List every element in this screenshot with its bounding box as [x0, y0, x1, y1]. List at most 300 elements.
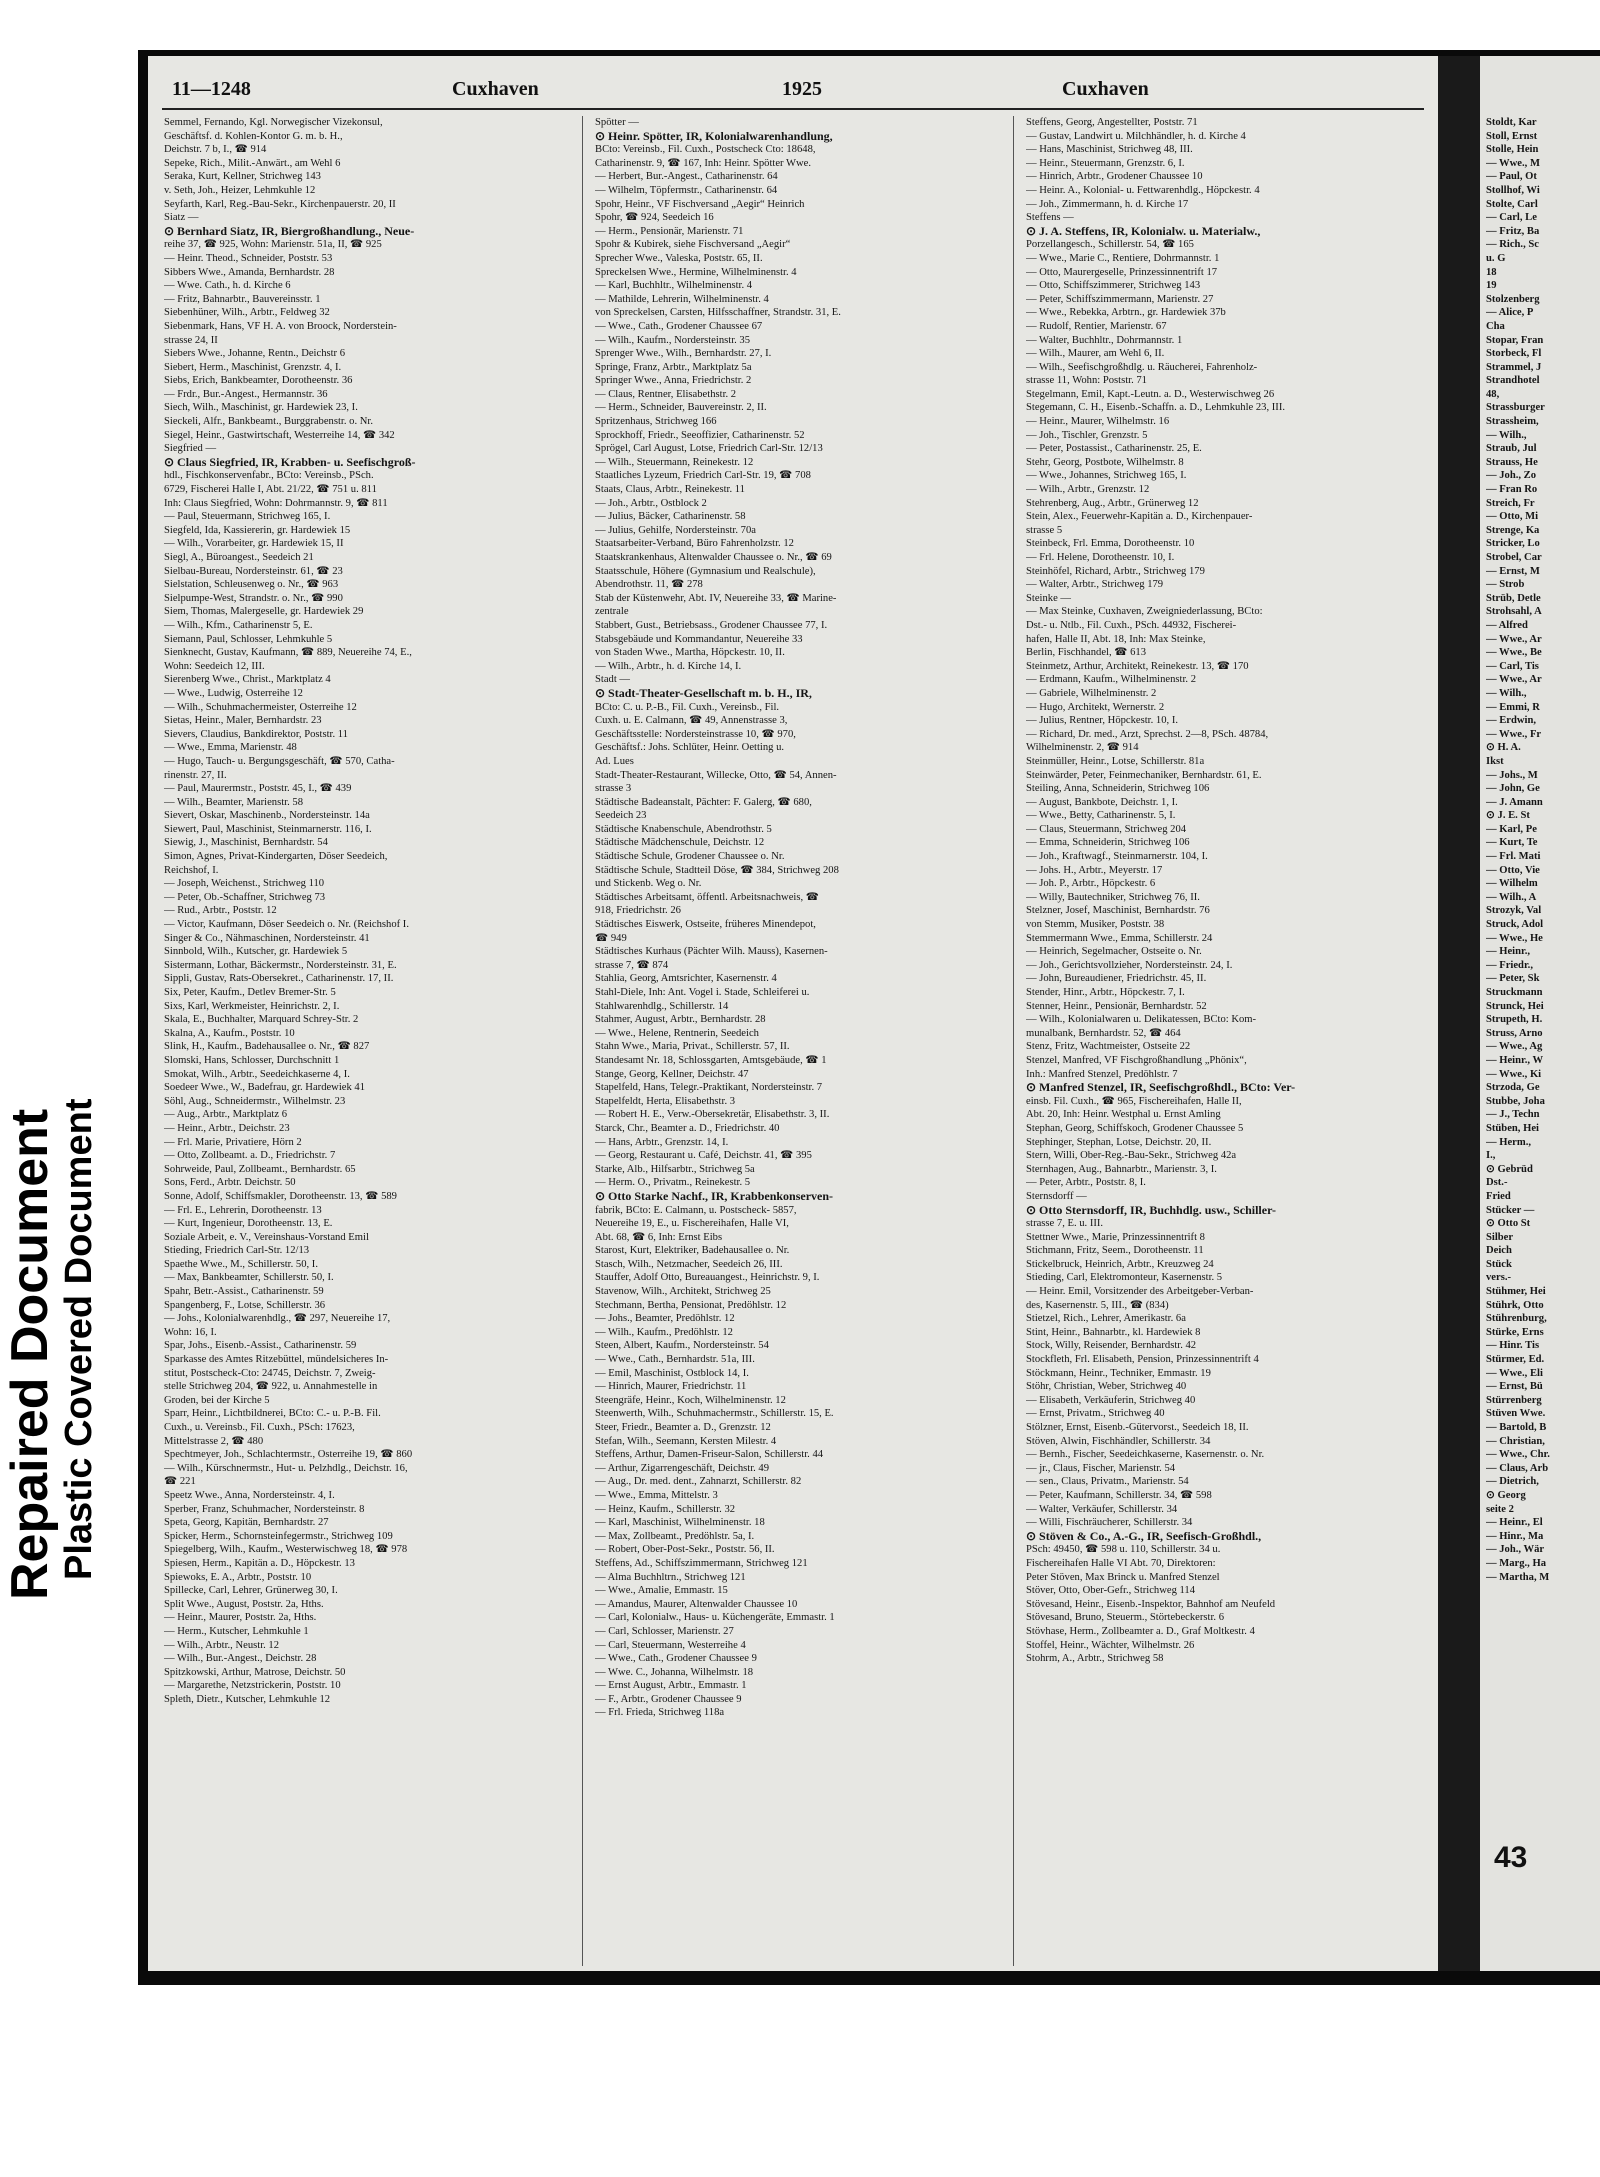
directory-entry: — August, Bankbote, Deichstr. 1, I. [1026, 796, 1178, 808]
directory-entry: Siem, Thomas, Malergeselle, gr. Hardewiek 29 [164, 606, 364, 618]
directory-entry: Steenwerth, Wilh., Schuhmachermstr., Schillerstr. 15, E. [595, 1408, 834, 1420]
directory-entry: Stegelmann, Emil, Kapt.-Leutn. a. D., Westerwischweg 26 [1026, 388, 1275, 400]
directory-entry: strasse 5 [1026, 524, 1063, 536]
directory-entry: — Joh., Arbtr., Ostblock 2 [595, 497, 707, 509]
adjacent-entry-fragment: Stührk, Otto [1486, 1299, 1544, 1311]
directory-entry: Sprockhoff, Friedr., Seeoffizier, Catharinenstr. 52 [595, 429, 805, 441]
directory-entry: Sieckeli, Alfr., Bankbeamt., Burggrabenstr. o. Nr. [164, 416, 373, 428]
directory-entry: von Spreckelsen, Carsten, Hilfsschaffner, Strandstr. 31, E. [595, 307, 841, 319]
directory-entry: Stietzel, Rich., Lehrer, Amerikastr. 6a [1026, 1313, 1186, 1325]
adjacent-entry-fragment: Streich, Fr [1486, 497, 1535, 509]
adjacent-entry-fragment: Silber [1486, 1231, 1514, 1243]
adjacent-entry-fragment: Stubbe, Joha [1486, 1095, 1545, 1107]
directory-entry: Stapelfeldt, Herta, Elisabethstr. 3 [595, 1095, 736, 1107]
directory-entry: Spohr, ☎ 924, Seedeich 16 [595, 212, 714, 224]
directory-entry: Steiling, Anna, Schneiderin, Strichweg 106 [1026, 783, 1210, 795]
directory-entry: Peter Stöven, Max Brinck u. Manfred Stenzel [1026, 1571, 1220, 1583]
directory-entry: — Hinrich, Arbtr., Grodener Chaussee 10 [1026, 171, 1203, 183]
adjacent-entry-fragment: — Claus, Arb [1486, 1462, 1549, 1474]
directory-entry: — Wwe., Betty, Catharinenstr. 5, I. [1026, 810, 1176, 822]
directory-entry: Speetz Wwe., Anna, Nordersteinstr. 4, I. [164, 1489, 335, 1501]
directory-entry: — Bernh., Fischer, Seedeichkaserne, Kasernenstr. o. Nr. [1026, 1449, 1265, 1461]
directory-entry: PSch: 49450, ☎ 598 u. 110, Schillerstr. 34 u. [1026, 1544, 1221, 1556]
directory-entry: Stegemann, C. H., Eisenb.-Schaffn. a. D., Lehmkuhle 23, III. [1026, 402, 1285, 414]
adjacent-entry-fragment: Struck, Adol [1486, 919, 1544, 931]
directory-entry: — Victor, Kaufmann, Döser Seedeich o. Nr. (Reichshof I. [164, 919, 409, 931]
directory-entry: — Wwe., Cath., Grodener Chaussee 9 [595, 1653, 757, 1665]
directory-entry: Spiesen, Herm., Kapitän a. D., Höpckestr. 13 [164, 1557, 355, 1569]
directory-entry: — Joseph, Weichenst., Strichweg 110 [164, 878, 325, 890]
directory-entry: von Staden Wwe., Martha, Höpckestr. 10, II. [595, 647, 785, 659]
directory-entry: Wohn: Seedeich 12, III. [164, 660, 265, 672]
directory-entry: Spahr, Betr.-Assist., Catharinenstr. 59 [164, 1286, 324, 1298]
directory-entry: Sielpumpe-West, Strandstr. o. Nr., ☎ 990 [164, 592, 343, 604]
directory-entry: — John, Bureaudiener, Friedrichstr. 45, II. [1026, 973, 1207, 985]
directory-entry: Sielbau-Bureau, Nordersteinstr. 61, ☎ 23 [164, 565, 343, 577]
directory-entry: — Alma Buchhltrn., Strichweg 121 [595, 1571, 746, 1583]
directory-entry: Sparkasse des Amtes Ritzebüttel, mündelsicheres In- [164, 1354, 389, 1366]
city-title-right: Cuxhaven [1062, 78, 1149, 100]
directory-entry: Stövhase, Herm., Zollbeamter a. D., Graf Moltkestr. 4 [1026, 1625, 1255, 1637]
directory-entry: Staatskrankenhaus, Altenwalder Chaussee o. Nr., ☎ 69 [595, 552, 832, 563]
adjacent-entry-fragment: Strandhotel [1486, 375, 1540, 387]
directory-entry: — Wwe., Emma, Mittelstr. 3 [595, 1489, 718, 1501]
directory-entry: Stölzner, Ernst, Eisenb.-Gütervorst., Seedeich 18, II. [1026, 1422, 1249, 1433]
directory-entry: Reichshof, I. [164, 864, 219, 876]
directory-entry: — Otto, Zollbeamt. a. D., Friedrichstr. 7 [164, 1150, 336, 1162]
directory-entry: — Wilh., Kolonialwaren u. Delikatessen, BCto: Kom- [1026, 1014, 1257, 1026]
directory-entry: — Wilh., Arbtr., h. d. Kirche 14, I. [595, 660, 742, 672]
directory-entry: Stechmann, Bertha, Pensionat, Predöhlstr. 12 [595, 1299, 787, 1311]
directory-entry: — Wwe., Cath., Grodener Chaussee 67 [595, 320, 763, 332]
adjacent-entry-fragment: Stühmer, Hei [1486, 1286, 1546, 1298]
directory-entry: — Heinr., Steuermann, Grenzstr. 6, I. [1026, 157, 1185, 169]
directory-entry: Geschäftsf.: Johs. Schlüter, Heinr. Oetting u. [595, 742, 785, 754]
directory-entry: — Joh., Tischler, Grenzstr. 5 [1026, 429, 1148, 441]
directory-entry: Stoffel, Heinr., Wächter, Wilhelmstr. 26 [1026, 1639, 1195, 1651]
directory-entry: — sen., Claus, Privatm., Marienstr. 54 [1026, 1476, 1189, 1488]
directory-column-1 [164, 116, 564, 1961]
directory-entry: Sonne, Adolf, Schiffsmakler, Dorotheenstr. 13, ☎ 589 [164, 1190, 397, 1202]
directory-entry: Sprenger Wwe., Wilh., Bernhardstr. 27, I. [595, 348, 772, 360]
directory-entry: — Wilh., Bur.-Angest., Deichstr. 28 [164, 1653, 317, 1665]
directory-entry: Stahn Wwe., Maria, Privat., Schillerstr. 57, II. [595, 1041, 790, 1053]
adjacent-entry-fragment: — Paul, Ot [1486, 171, 1537, 183]
directory-entry: — Frl. Marie, Privatiere, Hörn 2 [164, 1136, 302, 1148]
adjacent-entry-fragment: Storbeck, Fl [1486, 348, 1542, 360]
adjacent-entry-fragment: Stüven Wwe. [1486, 1408, 1546, 1420]
directory-entry: Sperber, Franz, Schuhmacher, Nordersteinstr. 8 [164, 1503, 365, 1515]
directory-entry: — Wilhelm, Töpfermstr., Catharinenstr. 64 [595, 184, 778, 196]
directory-entry: — Walter, Arbtr., Strichweg 179 [1026, 579, 1164, 591]
directory-entry: Sistermann, Lothar, Bäckermstr., Nordersteinstr. 31, E. [164, 959, 397, 971]
directory-entry: strasse 7, E. u. III. [1026, 1218, 1104, 1230]
directory-entry: ⊙ Stadt-Theater-Gesellschaft m. b. H., IR, [595, 686, 812, 700]
directory-entry: Spleth, Dietr., Kutscher, Lehmkuhle 12 [164, 1693, 331, 1705]
directory-entry: — Wwe., Marie C., Rentiere, Dohrmannstr. 1 [1026, 252, 1220, 264]
directory-entry: Spiegelberg, Wilh., Kaufm., Westerwischweg 18, ☎ 978 [164, 1544, 408, 1556]
directory-entry: ⊙ Bernhard Siatz, IR, Biergroßhandlung., Neue- [164, 224, 415, 238]
directory-entry: — Emil, Maschinist, Ostblock 14, I. [595, 1367, 749, 1379]
directory-entry: — Heinr. Theod., Schneider, Poststr. 53 [164, 252, 333, 264]
directory-entry: Spohr & Kubirek, siehe Fischversand „Aegir“ [595, 239, 791, 251]
adjacent-entry-fragment: — J., Techn [1486, 1109, 1540, 1121]
directory-entry: Deichstr. 7 b, I., ☎ 914 [164, 144, 267, 156]
directory-entry: Soziale Arbeit, e. V., Vereinshaus-Vorstand Emil [164, 1231, 369, 1243]
directory-entry: Siebenmark, Hans, VF H. A. von Broock, Norderstein- [164, 320, 397, 332]
directory-entry: Stint, Heinr., Bahnarbtr., kl. Hardewiek 8 [1026, 1326, 1201, 1338]
adjacent-entry-fragment: — Ernst, M [1486, 565, 1540, 577]
directory-entry: Städtisches Arbeitsamt, öffentl. Arbeitsnachweis, ☎ [595, 891, 819, 903]
directory-entry: — Claus, Steuermann, Strichweg 204 [1026, 823, 1187, 835]
directory-entry: Städtische Schule, Grodener Chaussee o. Nr. [595, 851, 785, 863]
directory-entry: — Wilh., Kaufm., Nordersteinstr. 35 [595, 334, 751, 346]
directory-column-3 [1026, 116, 1426, 1961]
directory-entry: Springe, Franz, Arbtr., Marktplatz 5a [595, 361, 752, 373]
directory-entry: Steffens — [1026, 212, 1074, 224]
directory-entry: — Julius, Gehilfe, Nordersteinstr. 70a [595, 524, 756, 536]
adjacent-entry-fragment: I., [1486, 1150, 1496, 1162]
directory-entry: Stöckmann, Heinr., Techniker, Emmastr. 19 [1026, 1367, 1211, 1379]
directory-entry: Starke, Alb., Hilfsarbtr., Strichweg 5a [595, 1163, 755, 1175]
directory-entry: Siegl, A., Büroangest., Seedeich 21 [164, 552, 314, 563]
header-rule [162, 108, 1424, 110]
directory-entry: rinenstr. 27, II. [164, 769, 227, 781]
directory-entry: v. Seth, Joh., Heizer, Lehmkuhle 12 [164, 184, 316, 196]
directory-entry: strasse 24, II [164, 334, 218, 346]
adjacent-entry-fragment: — Ernst, Bü [1486, 1381, 1543, 1393]
directory-entry: Städtisches Eiswerk, Ostseite, früheres Minendepot, [595, 919, 816, 931]
adjacent-entry-fragment: Stopar, Fran [1486, 334, 1544, 346]
adjacent-entry-fragment: Strohsahl, A [1486, 606, 1542, 618]
directory-entry: Spar, Johs., Eisenb.-Assist., Catharinenstr. 59 [164, 1340, 357, 1352]
directory-entry: Sixs, Karl, Werkmeister, Heinrichstr. 2, I. [164, 1000, 340, 1012]
directory-entry: — Heinz, Kaufm., Schillerstr. 32 [595, 1503, 736, 1515]
directory-entry: — Joh., Gerichtsvollzieher, Nordersteinstr. 24, I. [1026, 959, 1233, 971]
directory-entry: — Joh., Zimmermann, h. d. Kirche 17 [1026, 198, 1189, 210]
directory-entry: — Heinr., Maurer, Poststr. 2a, Hths. [164, 1612, 317, 1624]
adjacent-entry-fragment: — Rich., Sc [1486, 239, 1539, 251]
directory-entry: Sternhagen, Aug., Bahnarbtr., Marienstr. 3, I. [1026, 1163, 1217, 1175]
adjacent-entry-fragment: — Otto, Mi [1486, 511, 1539, 523]
plastic-covered-label: Plastic Covered Document [58, 1098, 100, 1580]
directory-entry: — Claus, Rentner, Elisabethstr. 2 [595, 388, 737, 400]
directory-entry: Stenz, Fritz, Wachtmeister, Ostseite 22 [1026, 1041, 1191, 1053]
directory-entry: Stöhr, Christian, Weber, Strichweg 40 [1026, 1381, 1187, 1393]
adjacent-entry-fragment: — Strob [1486, 579, 1525, 591]
directory-entry: Sielstation, Schleusenweg o. Nr., ☎ 963 [164, 579, 339, 591]
directory-entry: — Carl, Schlosser, Marienstr. 27 [595, 1625, 734, 1637]
directory-entry: — Wilh., Seefischgroßhdlg. u. Räucherei, Fahrenholz- [1026, 361, 1258, 373]
adjacent-entry-fragment: Strobel, Car [1486, 552, 1542, 563]
directory-entry: — Otto, Schiffszimmerer, Strichweg 143 [1026, 280, 1201, 292]
directory-entry: 918, Friedrichstr. 26 [595, 905, 681, 917]
adjacent-entry-fragment: — Marg., Ha [1486, 1557, 1547, 1569]
directory-entry: Stickelbruck, Heinrich, Arbtr., Kreuzweg 24 [1026, 1258, 1214, 1270]
adjacent-entry-fragment: Strassheim, [1486, 416, 1539, 428]
directory-entry: Stock, Willy, Reisender, Bernhardstr. 42 [1026, 1340, 1197, 1352]
page-header [162, 78, 1422, 106]
directory-entry: — Wilh., Kürschnermstr., Hut- u. Pelzhdlg., Deichstr. 16, [164, 1462, 408, 1474]
directory-entry: Stender, Hinr., Arbtr., Höpckestr. 7, I. [1026, 987, 1185, 998]
directory-entry: — Frl. Helene, Dorotheenstr. 10, I. [1026, 552, 1175, 563]
directory-entry: Staatsschule, Höhere (Gymnasium und Realschule), [595, 565, 816, 577]
directory-entry: Stab der Küstenwehr, Abt. IV, Neuereihe 33, ☎ Marine- [595, 592, 837, 604]
directory-entry: strasse 7, ☎ 874 [595, 959, 669, 971]
directory-entry: — Peter, Schiffszimmermann, Marienstr. 27 [1026, 293, 1214, 305]
directory-entry: hdl., Fischkonservenfabr., BCto: Vereinsb., PSch. [164, 470, 374, 482]
directory-entry: Steengräfe, Heinr., Koch, Wilhelminenstr. 12 [595, 1394, 786, 1406]
directory-entry: — Herm. O., Privatm., Reinekestr. 5 [595, 1177, 751, 1189]
adjacent-entry-fragment: — Karl, Pe [1486, 823, 1537, 835]
adjacent-entry-fragment: Strammel, J [1486, 361, 1542, 373]
directory-entry: — Hinrich, Maurer, Friedrichstr. 11 [595, 1381, 747, 1393]
directory-entry: Spritzenhaus, Strichweg 166 [595, 416, 717, 428]
directory-entry: Stövesand, Heinr., Eisenb.-Inspektor, Bahnhof am Neufeld [1026, 1598, 1276, 1610]
directory-entry: BCto: C. u. P.-B., Fil. Cuxh., Vereinsb., Fil. [595, 701, 780, 713]
directory-entry: hafen, Halle II, Abt. 18, Inh: Max Steinke, [1026, 633, 1206, 645]
directory-entry: Semmel, Fernando, Kgl. Norwegischer Vizekonsul, [164, 117, 383, 128]
adjacent-entry-fragment: ⊙ Gebrüd [1486, 1163, 1533, 1175]
adjacent-entry-fragment: — Christian, [1486, 1435, 1545, 1447]
directory-entry: strasse 11, Wohn: Poststr. 71 [1026, 375, 1147, 387]
directory-entry: Stahl-Diele, Inh: Ant. Vogel i. Stade, Schleiferei u. [595, 987, 810, 998]
directory-entry: fabrik, BCto: E. Calmann, u. Postscheck- 5857, [595, 1204, 797, 1216]
adjacent-entry-fragment: — Martha, M [1486, 1571, 1550, 1583]
directory-entry: — Herm., Pensionär, Marienstr. 71 [595, 225, 744, 237]
directory-entry: — Margarethe, Netzstrickerin, Poststr. 10 [164, 1680, 341, 1692]
directory-entry: — Wilh., Steuermann, Reinekestr. 12 [595, 456, 754, 468]
adjacent-entry-fragment: — Wwe., Eli [1486, 1367, 1543, 1379]
directory-entry: Stohrm, A., Arbtr., Strichweg 58 [1026, 1653, 1164, 1665]
directory-entry: — Hugo, Tauch- u. Bergungsgeschäft, ☎ 570, Catha- [164, 755, 395, 767]
directory-entry: Singer & Co., Nähmaschinen, Nordersteinstr. 41 [164, 932, 370, 944]
adjacent-entry-fragment: — Herm., [1486, 1136, 1532, 1148]
directory-entry: Stabsgebäude und Kommandantur, Neuereihe 33 [595, 633, 803, 645]
directory-entry: Stenner, Heinr., Pensionär, Bernhardstr. 52 [1026, 1000, 1207, 1012]
directory-entry: Stieding, Carl, Elektromonteur, Kasernenstr. 5 [1026, 1272, 1223, 1284]
directory-entry: Berlin, Fischhandel, ☎ 613 [1026, 647, 1147, 659]
directory-entry: Split Wwe., August, Poststr. 2a, Hths. [164, 1598, 324, 1610]
directory-entry: Spechtmeyer, Joh., Schlachtermstr., Osterreihe 19, ☎ 860 [164, 1449, 413, 1461]
directory-entry: — Wilh., Vorarbeiter, gr. Hardewiek 15, II [164, 538, 344, 550]
adjacent-entry-fragment: Stoll, Ernst [1486, 130, 1538, 142]
directory-entry: Springer Wwe., Anna, Friedrichstr. 2 [595, 375, 752, 387]
adjacent-entry-fragment: Cha [1486, 320, 1505, 332]
directory-entry: Sinnbold, Wilh., Kutscher, gr. Hardewiek 5 [164, 946, 348, 958]
directory-entry: — Max, Zollbeamt., Predöhlstr. 5a, I. [595, 1530, 755, 1542]
directory-entry: Steffens, Arthur, Damen-Friseur-Salon, Schillerstr. 44 [595, 1449, 824, 1461]
directory-entry: Stern, Willi, Ober-Reg.-Bau-Sekr., Strichweg 42a [1026, 1150, 1237, 1162]
directory-entry: — jr., Claus, Fischer, Marienstr. 54 [1026, 1462, 1176, 1474]
directory-entry: — Wilh., Arbtr., Neustr. 12 [164, 1639, 280, 1651]
directory-entry: — Wwe., Cath., Bernhardstr. 51a, III. [595, 1354, 755, 1366]
adjacent-entry-fragment: Strunck, Hei [1486, 1000, 1544, 1012]
directory-entry: — Julius, Bäcker, Catharinenstr. 58 [595, 511, 746, 523]
adjacent-entry-fragment: — Wilhelm [1486, 878, 1538, 890]
adjacent-entry-fragment: Straub, Jul [1486, 443, 1537, 455]
directory-entry: — Johs., Beamter, Predöhlstr. 12 [595, 1313, 735, 1325]
directory-entry: Speta, Georg, Kapitän, Bernhardstr. 27 [164, 1517, 329, 1529]
directory-entry: Sepeke, Rich., Milit.-Anwärt., am Wehl 6 [164, 157, 341, 169]
directory-entry: ⊙ J. A. Steffens, IR, Kolonialw. u. Materialw., [1026, 224, 1261, 238]
directory-entry: — Joh., Kraftwagf., Steinmarnerstr. 104, I. [1026, 851, 1208, 863]
directory-entry: — Wilh., Kfm., Catharinenstr 5, E. [164, 619, 313, 631]
adjacent-entry-fragment: Deich [1486, 1245, 1512, 1257]
directory-entry: Sienknecht, Gustav, Kaufmann, ☎ 889, Neuereihe 74, E., [164, 647, 412, 659]
adjacent-entry-fragment: — Heinr., El [1486, 1517, 1543, 1529]
city-title-left: Cuxhaven [452, 78, 539, 100]
directory-entry: Spicker, Herm., Schornsteinfegermstr., Strichweg 109 [164, 1530, 393, 1542]
adjacent-entry-fragment: Stolzenberg [1486, 293, 1540, 305]
adjacent-entry-fragment: Strupeth, H. [1486, 1014, 1543, 1026]
column-divider [582, 116, 583, 1966]
adjacent-entry-fragment: Strüb, Detle [1486, 592, 1541, 604]
directory-entry: Siech, Wilh., Maschinist, gr. Hardewiek 23, I. [164, 402, 358, 414]
directory-entry: ⊙ Stöven & Co., A.-G., IR, Seefisch-Großhdl., [1026, 1529, 1262, 1543]
directory-entry: Geschäftsf. d. Kohlen-Kontor G. m. b. H., [164, 130, 343, 142]
directory-entry: Sohrweide, Paul, Zollbeamt., Bernhardstr. 65 [164, 1163, 356, 1175]
directory-entry: Siebert, Herm., Maschinist, Grenzstr. 4, I. [164, 361, 342, 373]
directory-entry: Stöven, Alwin, Fischhändler, Schillerstr. 34 [1026, 1435, 1211, 1447]
directory-entry: Stefan, Wilh., Seemann, Kersten Milestr. 4 [595, 1435, 777, 1447]
directory-entry: — Willi, Fischräucherer, Schillerstr. 34 [1026, 1517, 1193, 1529]
directory-entry: — Ernst August, Arbtr., Emmastr. 1 [595, 1680, 747, 1692]
directory-entry: — Wilh., Maurer, am Wehl 6, II. [1026, 348, 1165, 360]
directory-entry: — Richard, Dr. med., Arzt, Sprechst. 2—8, PSch. 48784, [1026, 728, 1269, 740]
directory-entry: — Paul, Maurermstr., Poststr. 45, I., ☎ 439 [164, 783, 352, 795]
directory-entry: — Karl, Maschinist, Wilhelminenstr. 18 [595, 1517, 765, 1529]
directory-entry: — Wwe. C., Johanna, Wilhelmstr. 18 [595, 1666, 754, 1678]
adjacent-entry-fragment: — Carl, Le [1486, 212, 1537, 224]
directory-entry: — Walter, Buchhltr., Dohrmannstr. 1 [1026, 334, 1183, 346]
directory-entry: Stapelfeld, Hans, Telegr.-Praktikant, Nordersteinstr. 7 [595, 1082, 823, 1094]
directory-entry: Starck, Chr., Beamter a. D., Friedrichstr. 40 [595, 1122, 780, 1134]
directory-entry: ☎ 221 [164, 1476, 196, 1488]
adjacent-entry-fragment: — Kurt, Te [1486, 837, 1538, 849]
adjacent-entry-fragment: ⊙ H. A. [1486, 742, 1521, 754]
adjacent-entry-fragment: — Carl, Tis [1486, 660, 1539, 672]
adjacent-entry-fragment: Strauss, He [1486, 456, 1538, 468]
document-side-label [0, 0, 130, 2177]
directory-entry: — Heinr., Maurer, Wilhelmstr. 16 [1026, 416, 1170, 428]
directory-entry: Siegel, Heinr., Gastwirtschaft, Westerreihe 14, ☎ 342 [164, 429, 395, 441]
directory-entry: Siebers Wwe., Johanne, Rentn., Deichstr 6 [164, 348, 346, 360]
adjacent-entry-fragment: vers.- [1486, 1272, 1511, 1284]
adjacent-entry-fragment: Stüben, Hei [1486, 1122, 1539, 1134]
adjacent-entry-fragment: ⊙ Georg [1486, 1489, 1526, 1501]
adjacent-entry-fragment: Stoldt, Kar [1486, 117, 1537, 128]
adjacent-entry-fragment: — Wwe., Chr. [1486, 1449, 1550, 1461]
adjacent-entry-fragment: — Joh., Wär [1486, 1544, 1545, 1556]
directory-entry: Neuereihe 19, E., u. Fischereihafen, Halle VI, [595, 1218, 789, 1230]
directory-entry: Siemann, Paul, Schlosser, Lehmkuhle 5 [164, 633, 333, 645]
directory-entry: Steer, Friedr., Beamter a. D., Grenzstr. 12 [595, 1422, 771, 1433]
directory-entry: — Mathilde, Lehrerin, Wilhelminenstr. 4 [595, 293, 769, 305]
directory-entry: Staats, Claus, Arbtr., Reinekestr. 11 [595, 484, 745, 496]
adjacent-entry-fragment: Stührenburg, [1486, 1313, 1547, 1325]
adjacent-entry-fragment: ⊙ Otto St [1486, 1218, 1531, 1230]
directory-entry: munalbank, Bernhardstr. 52, ☎ 464 [1026, 1027, 1181, 1039]
directory-entry: Sietas, Heinr., Maler, Bernhardstr. 23 [164, 715, 322, 727]
directory-entry: — Peter, Arbtr., Poststr. 8, I. [1026, 1177, 1146, 1189]
directory-entry: — Wwe., Amalie, Emmastr. 15 [595, 1585, 728, 1597]
adjacent-entry-fragment: Stürrenberg [1486, 1394, 1542, 1406]
adjacent-entry-fragment: Stricker, Lo [1486, 538, 1540, 550]
directory-entry: Steffens, Georg, Angestellter, Poststr. 71 [1026, 117, 1198, 128]
adjacent-entry-fragment: Struss, Arno [1486, 1027, 1543, 1039]
directory-entry: — Aug., Dr. med. dent., Zahnarzt, Schillerstr. 82 [595, 1476, 802, 1488]
directory-entry: ⊙ Claus Siegfried, IR, Krabben- u. Seefischgroß- [164, 455, 416, 469]
directory-entry: Stemmermann Wwe., Emma, Schillerstr. 24 [1026, 932, 1213, 944]
adjacent-entry-fragment: Stücker — [1486, 1204, 1535, 1216]
directory-entry: — Joh. P., Arbtr., Höpckestr. 6 [1026, 878, 1156, 890]
directory-entry: Siewig, J., Maschinist, Bernhardstr. 54 [164, 837, 328, 849]
directory-entry: — Max Steinke, Cuxhaven, Zweigniederlassung, BCto: [1026, 606, 1263, 618]
directory-entry: Porzellangesch., Schillerstr. 54, ☎ 165 [1026, 239, 1194, 251]
directory-entry: — Erdmann, Kaufm., Wilhelminenstr. 2 [1026, 674, 1197, 686]
directory-entry: Slomski, Hans, Schlosser, Durchschnitt 1 [164, 1054, 340, 1066]
directory-entry: Sternsdorff — [1026, 1190, 1087, 1202]
adjacent-entry-fragment: Stück [1486, 1258, 1512, 1270]
directory-entry: Simon, Agnes, Privat-Kindergarten, Döser Seedeich, [164, 851, 388, 863]
directory-entry: Seedeich 23 [595, 810, 647, 822]
adjacent-entry-fragment: — Wwe., Ki [1486, 1068, 1542, 1080]
directory-entry: Seraka, Kurt, Kellner, Strichweg 143 [164, 171, 321, 183]
directory-entry: Staatsarbeiter-Verband, Büro Fahrenholzstr. 12 [595, 538, 794, 550]
directory-entry: — Herm., Kutscher, Lehmkuhle 1 [164, 1625, 309, 1637]
directory-entry: Städtisches Kurhaus (Pächter Wilh. Mauss), Kasernen- [595, 946, 828, 958]
directory-entry: — Hugo, Architekt, Wernerstr. 2 [1026, 701, 1165, 713]
adjacent-entry-fragment: Strassburger [1486, 402, 1545, 414]
page-reference: 11—1248 [172, 78, 251, 100]
directory-entry: Stehrenberg, Aug., Arbtr., Grünerweg 12 [1026, 497, 1199, 509]
directory-entry: Steen, Albert, Kaufm., Nordersteinstr. 54 [595, 1340, 769, 1352]
book-gutter [1438, 56, 1480, 1971]
adjacent-entry-fragment: Fried [1486, 1190, 1511, 1202]
adjacent-entry-fragment: — Dietrich, [1486, 1476, 1539, 1488]
adjacent-entry-fragment: 48, [1486, 388, 1500, 400]
directory-entry: Spötter — [595, 117, 639, 128]
directory-entry: — Peter, Postassist., Catharinenstr. 25, E. [1026, 443, 1202, 455]
directory-entry: — Walter, Verkäufer, Schillerstr. 34 [1026, 1503, 1178, 1515]
directory-entry: Inh.: Manfred Stenzel, Predöhlstr. 7 [1026, 1068, 1178, 1080]
directory-entry: Sierenberg Wwe., Christ., Marktplatz 4 [164, 674, 331, 686]
directory-entry: Steinwärder, Peter, Feinmechaniker, Bernhardstr. 61, E. [1026, 769, 1262, 781]
directory-entry: Mittelstrasse 2, ☎ 480 [164, 1435, 264, 1447]
directory-entry: — Herbert, Bur.-Angest., Catharinenstr. 64 [595, 171, 778, 183]
directory-entry: Spaethe Wwe., M., Schillerstr. 50, I. [164, 1258, 318, 1270]
directory-entry: — Georg, Restaurant u. Café, Deichstr. 41, ☎ 395 [595, 1150, 812, 1162]
directory-entry: Smokat, Wilh., Arbtr., Seedeichkaserne 4, I. [164, 1068, 350, 1080]
directory-entry: — Wwe., Emma, Marienstr. 48 [164, 742, 297, 754]
directory-entry: — Carl, Kolonialw., Haus- u. Küchengeräte, Emmastr. 1 [595, 1612, 835, 1624]
adjacent-entry-fragment: — Wwe., He [1486, 932, 1543, 944]
directory-entry: Inh: Claus Siegfried, Wohn: Dohrmannstr. 9, ☎ 811 [164, 497, 388, 509]
directory-entry: — Aug., Arbtr., Marktplatz 6 [164, 1109, 287, 1121]
directory-entry: Stockfleth, Frl. Elisabeth, Pension, Prinzessinnentrift 4 [1026, 1354, 1259, 1366]
directory-entry: Städtische Badeanstalt, Pächter: F. Galerg, ☎ 680, [595, 796, 812, 808]
directory-entry: — Otto, Maurergeselle, Prinzessinnentrift 17 [1026, 266, 1218, 278]
directory-entry: Stange, Georg, Kellner, Deichstr. 47 [595, 1068, 749, 1080]
adjacent-entry-fragment: — Wilh., [1486, 687, 1527, 699]
directory-entry: Stahlwarenhdlg., Schillerstr. 14 [595, 1000, 729, 1012]
directory-entry: Siewert, Paul, Maschinist, Steinmarnerstr. 116, I. [164, 823, 372, 835]
adjacent-entry-fragment: — Wilh., A [1486, 891, 1537, 903]
directory-entry: — Heinr., Arbtr., Deichstr. 23 [164, 1122, 290, 1134]
directory-entry: Stenzel, Manfred, VF Fischgroßhandlung „Phönix“, [1026, 1054, 1247, 1066]
directory-entry: Skalna, A., Kaufm., Poststr. 10 [164, 1027, 295, 1039]
